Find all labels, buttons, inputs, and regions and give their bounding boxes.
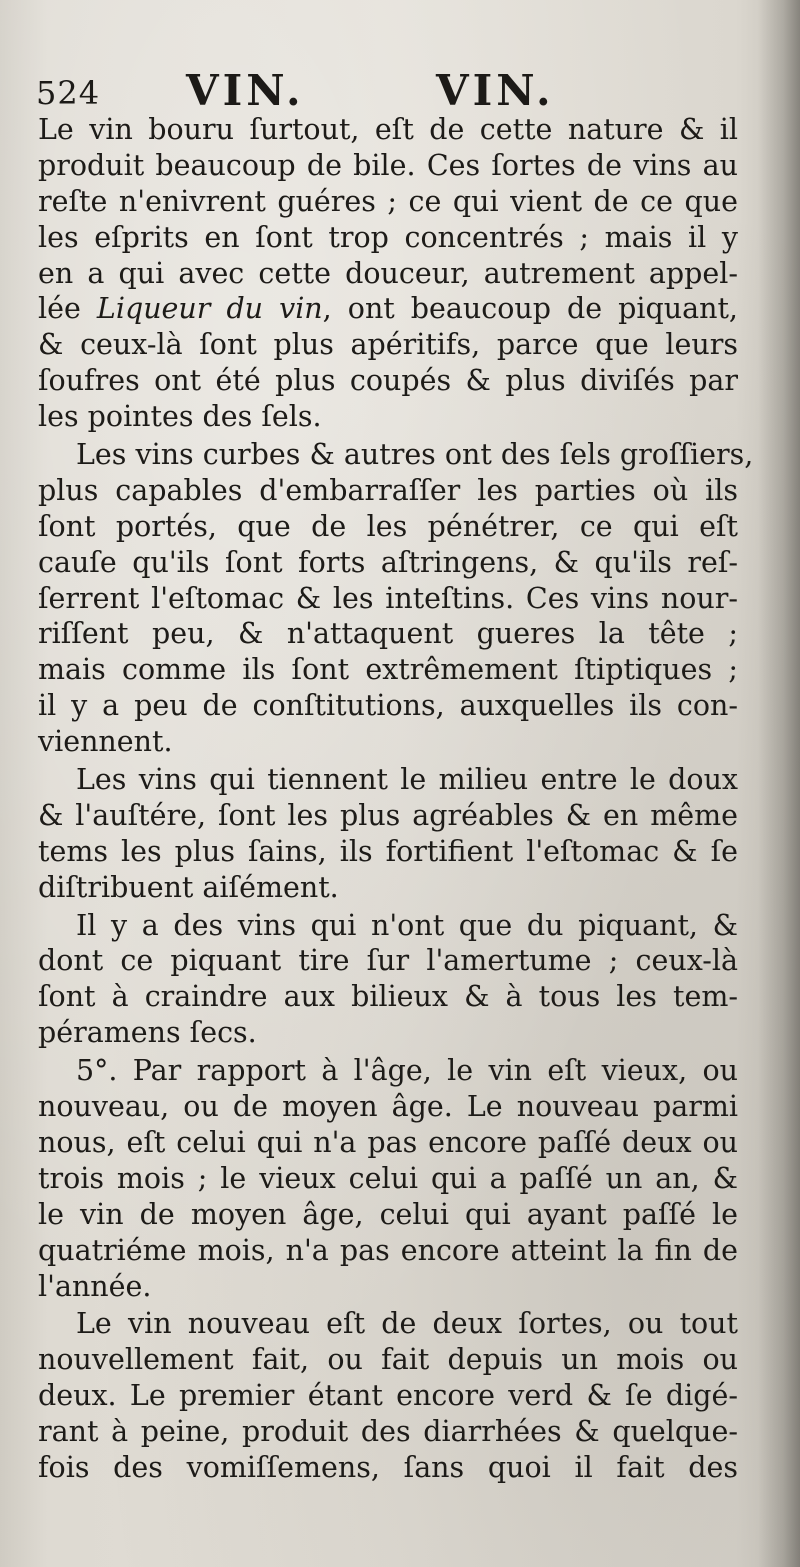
text-line: plus capables d'embarraſſer les parties où ils [38,473,738,507]
text-line: ſoufres ont été plus coupés & plus diviſés par [38,364,738,398]
text-line: les pointes des ſels. [38,400,322,434]
page-number: 524 [36,74,101,112]
paragraph [38,112,738,435]
paragraph [38,1306,738,1485]
paragraph [38,762,738,906]
text-line: ſont portés, que de les pénétrer, ce qui eſt [38,509,738,543]
text-line: nous, eſt celui qui n'a pas encore paſſé deux ou [38,1125,738,1159]
text-line: Les vins curbes & autres ont des ſels groſſiers, [76,438,754,472]
text-line: mais comme ils ſont extrêmement ſtiptiques ; [38,653,738,687]
text-line: & ceux-là ſont plus apéritifs, parce que leurs [38,328,738,362]
text-line: il y a peu de conſtitutions, auxquelles ils con- [38,689,738,723]
text-line: 5°. Par rapport à l'âge, le vin eſt vieux, ou [76,1054,738,1088]
text-line: Il y a des vins qui n'ont que du piquant, & [76,908,738,942]
text-line: deux. Le premier étant encore verd & ſe digé- [38,1379,738,1413]
paragraph [38,908,738,1052]
text-line: lée Liqueur du vin, ont beaucoup de piquant, [38,292,738,326]
text-line: fois des vomiſſemens, ſans quoi il fait des [38,1450,738,1484]
italic-term: Liqueur du vin [96,292,323,326]
text-line: ſont à craindre aux bilieux & à tous les tem- [38,980,738,1014]
running-head-left: VIN. [186,66,305,115]
running-head-right: VIN. [436,66,555,115]
text-line: rant à peine, produit des diarrhées & quelque- [38,1415,738,1449]
text-line: Les vins qui tiennent le milieu entre le doux [76,763,738,797]
text-line: viennent. [38,725,173,759]
text-line: Le vin bouru ſurtout, eſt de cette nature & il [38,113,738,146]
text-line: & l'auſtére, ſont les plus agréables & en même [38,798,738,832]
page-header [36,66,596,116]
text-line: produit beaucoup de bile. Ces ſortes de vins au [38,148,738,182]
text-line: ſerrent l'eſtomac & les inteſtins. Ces vins nour- [38,581,738,615]
text-line: en a qui avec cette douceur, autrement appel- [38,256,738,290]
paragraph [38,1053,738,1304]
text-line: tems les plus ſains, ils fortifient l'eſtomac & ſe [38,834,738,868]
paragraph [38,437,754,760]
text-line: nouveau, ou de moyen âge. Le nouveau parmi [38,1090,738,1124]
text-line: trois mois ; le vieux celui qui a paſſé un an, & [38,1161,738,1195]
text-line: cauſe qu'ils ſont forts aſtringens, & qu'ils reſ- [38,545,738,579]
text-line: Le vin nouveau eſt de deux ſortes, ou tout [76,1307,738,1341]
text-line: reſte n'enivrent guéres ; ce qui vient de ce que [38,184,738,218]
text-line: quatriéme mois, n'a pas encore atteint la fin de [38,1233,738,1267]
text-line: péramens ſecs. [38,1016,257,1050]
text-line: riſſent peu, & n'attaquent gueres la tête ; [38,617,738,651]
text-line: le vin de moyen âge, celui qui ayant paſſé le [38,1197,738,1231]
page-gutter-shadow [758,0,800,1567]
text-line: les eſprits en ſont trop concentrés ; mais il y [38,220,738,254]
text-line: l'année. [38,1269,152,1303]
body-text [38,112,754,1486]
text-line: diſtribuent aiſément. [38,870,339,904]
text-line: dont ce piquant tire ſur l'amertume ; ceux-là [38,944,738,978]
text-line: nouvellement fait, ou fait depuis un mois ou [38,1343,738,1377]
